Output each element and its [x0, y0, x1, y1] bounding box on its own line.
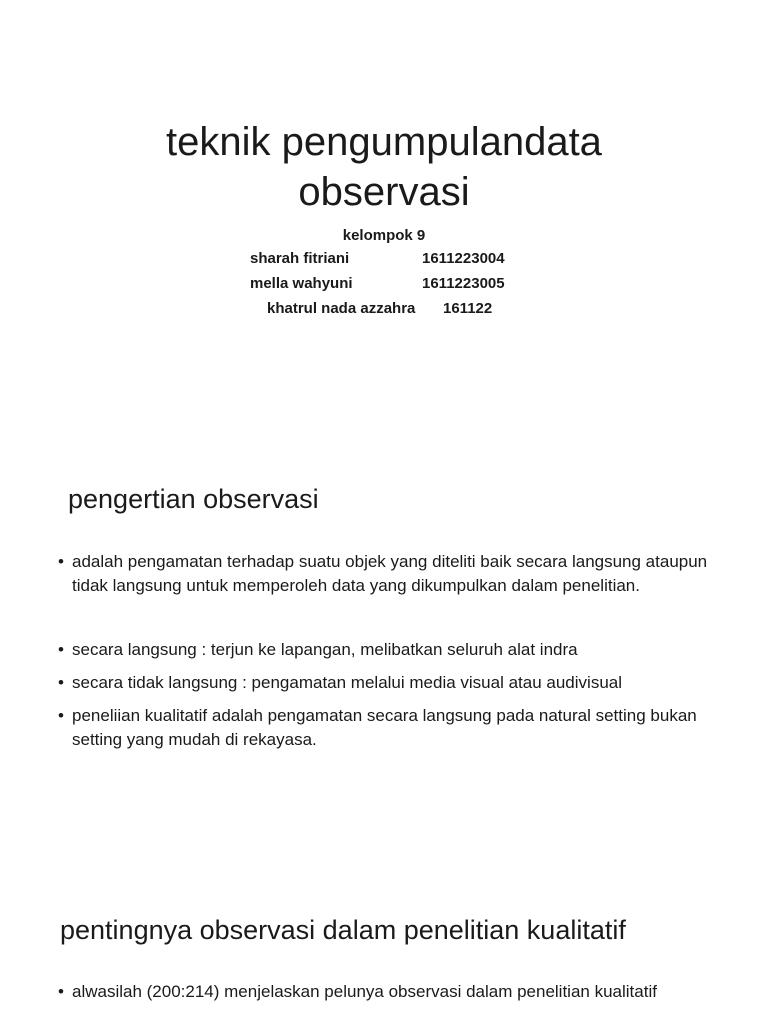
group-name: kelompok 9 [342, 227, 426, 244]
title-slide [0, 0, 768, 432]
member-row [0, 246, 768, 271]
bullet-list [58, 980, 718, 1004]
bullet-item: • alwasilah (200:214) menjelaskan pelunya observasi dalam penelitian kualitatif [58, 980, 718, 1004]
bullet-item: • secara langsung : terjun ke lapangan, melibatkan seluruh alat indra [58, 638, 718, 662]
member-name: khatrul nada azzahra [267, 300, 416, 317]
member-name: sharah fitriani [250, 250, 350, 267]
bullet-item: • adalah pengamatan terhadap suatu objek yang diteliti baik secara langsung ataupun tidak langsung untuk memperoleh data yang dikumpulkan dalam penelitian. [58, 550, 718, 598]
slide-title-line-2: observasi [298, 170, 470, 214]
importance-slide [0, 880, 768, 1024]
member-row [0, 271, 768, 296]
member-id: 1611223004 [422, 250, 505, 267]
slide-title-line-1: teknik pengumpulandata [166, 120, 602, 164]
bullet-list [58, 550, 718, 752]
bullet-item: • peneliian kualitatif adalah pengamatan secara langsung pada natural setting bukan setting yang mudah di rekayasa. [58, 704, 718, 752]
slide-heading: pentingnya observasi dalam penelitian kualitatif [60, 915, 626, 945]
member-id: 161122 [443, 300, 493, 317]
definition-slide [0, 440, 768, 880]
member-name: mella wahyuni [250, 275, 353, 292]
member-row [0, 296, 768, 321]
member-id: 1611223005 [422, 275, 505, 292]
member-list [0, 226, 768, 321]
bullet-item: • secara tidak langsung : pengamatan melalui media visual atau audivisual [58, 671, 718, 695]
slide-title [0, 117, 768, 217]
slide-heading: pengertian observasi [68, 484, 319, 514]
